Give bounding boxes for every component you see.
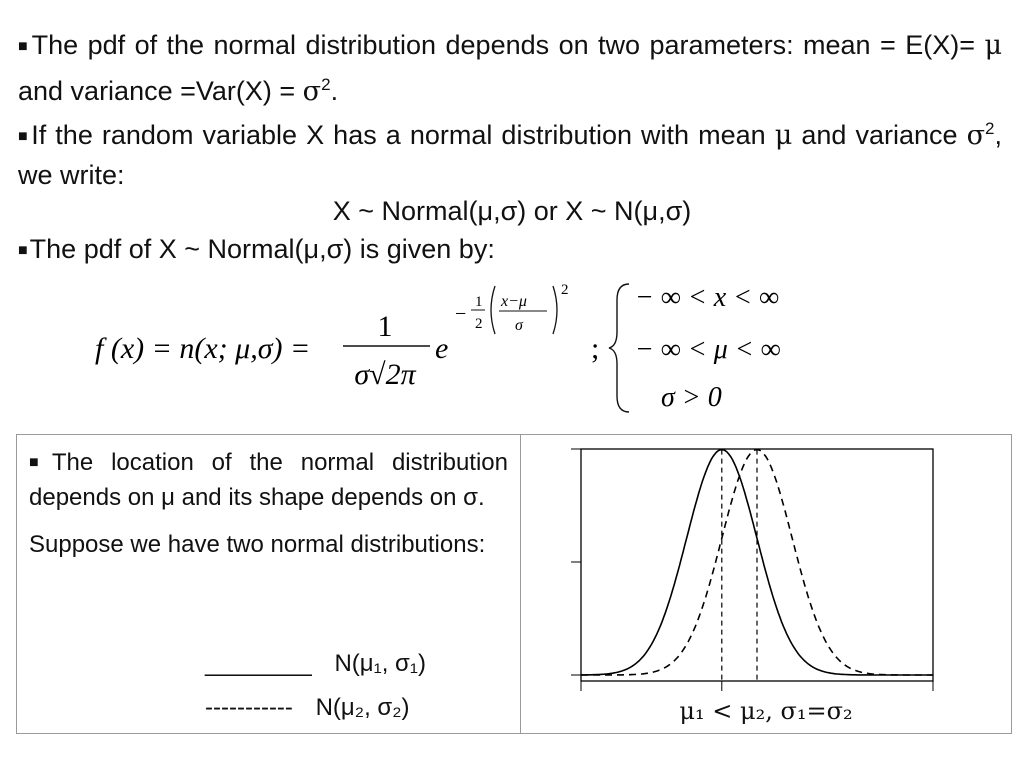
legend-dashed <box>205 693 410 723</box>
formula-semicolon: ; <box>591 332 600 365</box>
legend-solid-label: N(μ₁, σ₁) <box>334 650 426 677</box>
explanation-panel <box>16 434 521 734</box>
formula-exp-base: e <box>435 332 449 365</box>
normal-curves-chart <box>521 435 1011 693</box>
paragraph-pdf: ■The pdf of X ~ Normal(μ,σ) is given by: <box>18 234 495 264</box>
exp-power: 2 <box>561 282 569 298</box>
formula-lhs: f (x) = n(x; μ,σ) = <box>95 332 311 365</box>
condition-sigma: σ > 0 <box>661 382 722 413</box>
exp-right-paren <box>553 286 557 334</box>
pdf-formula <box>95 278 815 418</box>
legend-dashed-line: ----------- <box>205 694 293 721</box>
exp-half-den: 2 <box>475 316 483 332</box>
exp-left-paren <box>491 286 495 334</box>
bullet-icon: ■ <box>18 38 30 55</box>
formula-denominator: σ√2π <box>354 358 416 391</box>
exp-half-num: 1 <box>475 294 483 310</box>
condition-brace <box>609 284 629 412</box>
paragraph-parameters: ■The pdf of the normal distribution depends on two parameters: mean = E(X)= μ and variance $=Var(X) = \sigma^2$. <box>18 30 1002 107</box>
condition-x: − ∞ < x < ∞ <box>635 282 780 313</box>
chart-caption: μ₁ < μ₂, σ₁=σ₂ <box>679 697 853 725</box>
legend-solid <box>205 649 426 679</box>
two-distributions-text: Suppose we have two normal distributions: <box>29 531 486 558</box>
exp-frac-num: x−μ <box>501 293 527 310</box>
notation-line: X ~ Normal(μ,σ) or X ~ N(μ,σ) <box>332 196 692 226</box>
bullet-icon: ■ <box>29 454 50 471</box>
bullet-icon: ■ <box>18 128 30 145</box>
paragraph-notation: ■If the random variable X has a normal distribution with mean μ and variance $\sigma^2$, we write: <box>18 119 1002 190</box>
plot-frame <box>581 449 933 681</box>
chart-panel <box>520 434 1012 734</box>
legend-dashed-label: N(μ₂, σ₂) <box>315 694 410 721</box>
exp-minus: − <box>455 303 467 325</box>
legend-solid-line: ________ <box>205 650 312 677</box>
bullet-icon: ■ <box>18 242 28 259</box>
condition-mu: − ∞ < μ < ∞ <box>635 334 781 365</box>
exp-frac-den: σ <box>515 317 523 334</box>
formula-numerator: 1 <box>377 310 393 343</box>
location-shape-text: ■The location of the normal distribution depends on μ and its shape depends on σ. <box>29 449 509 511</box>
